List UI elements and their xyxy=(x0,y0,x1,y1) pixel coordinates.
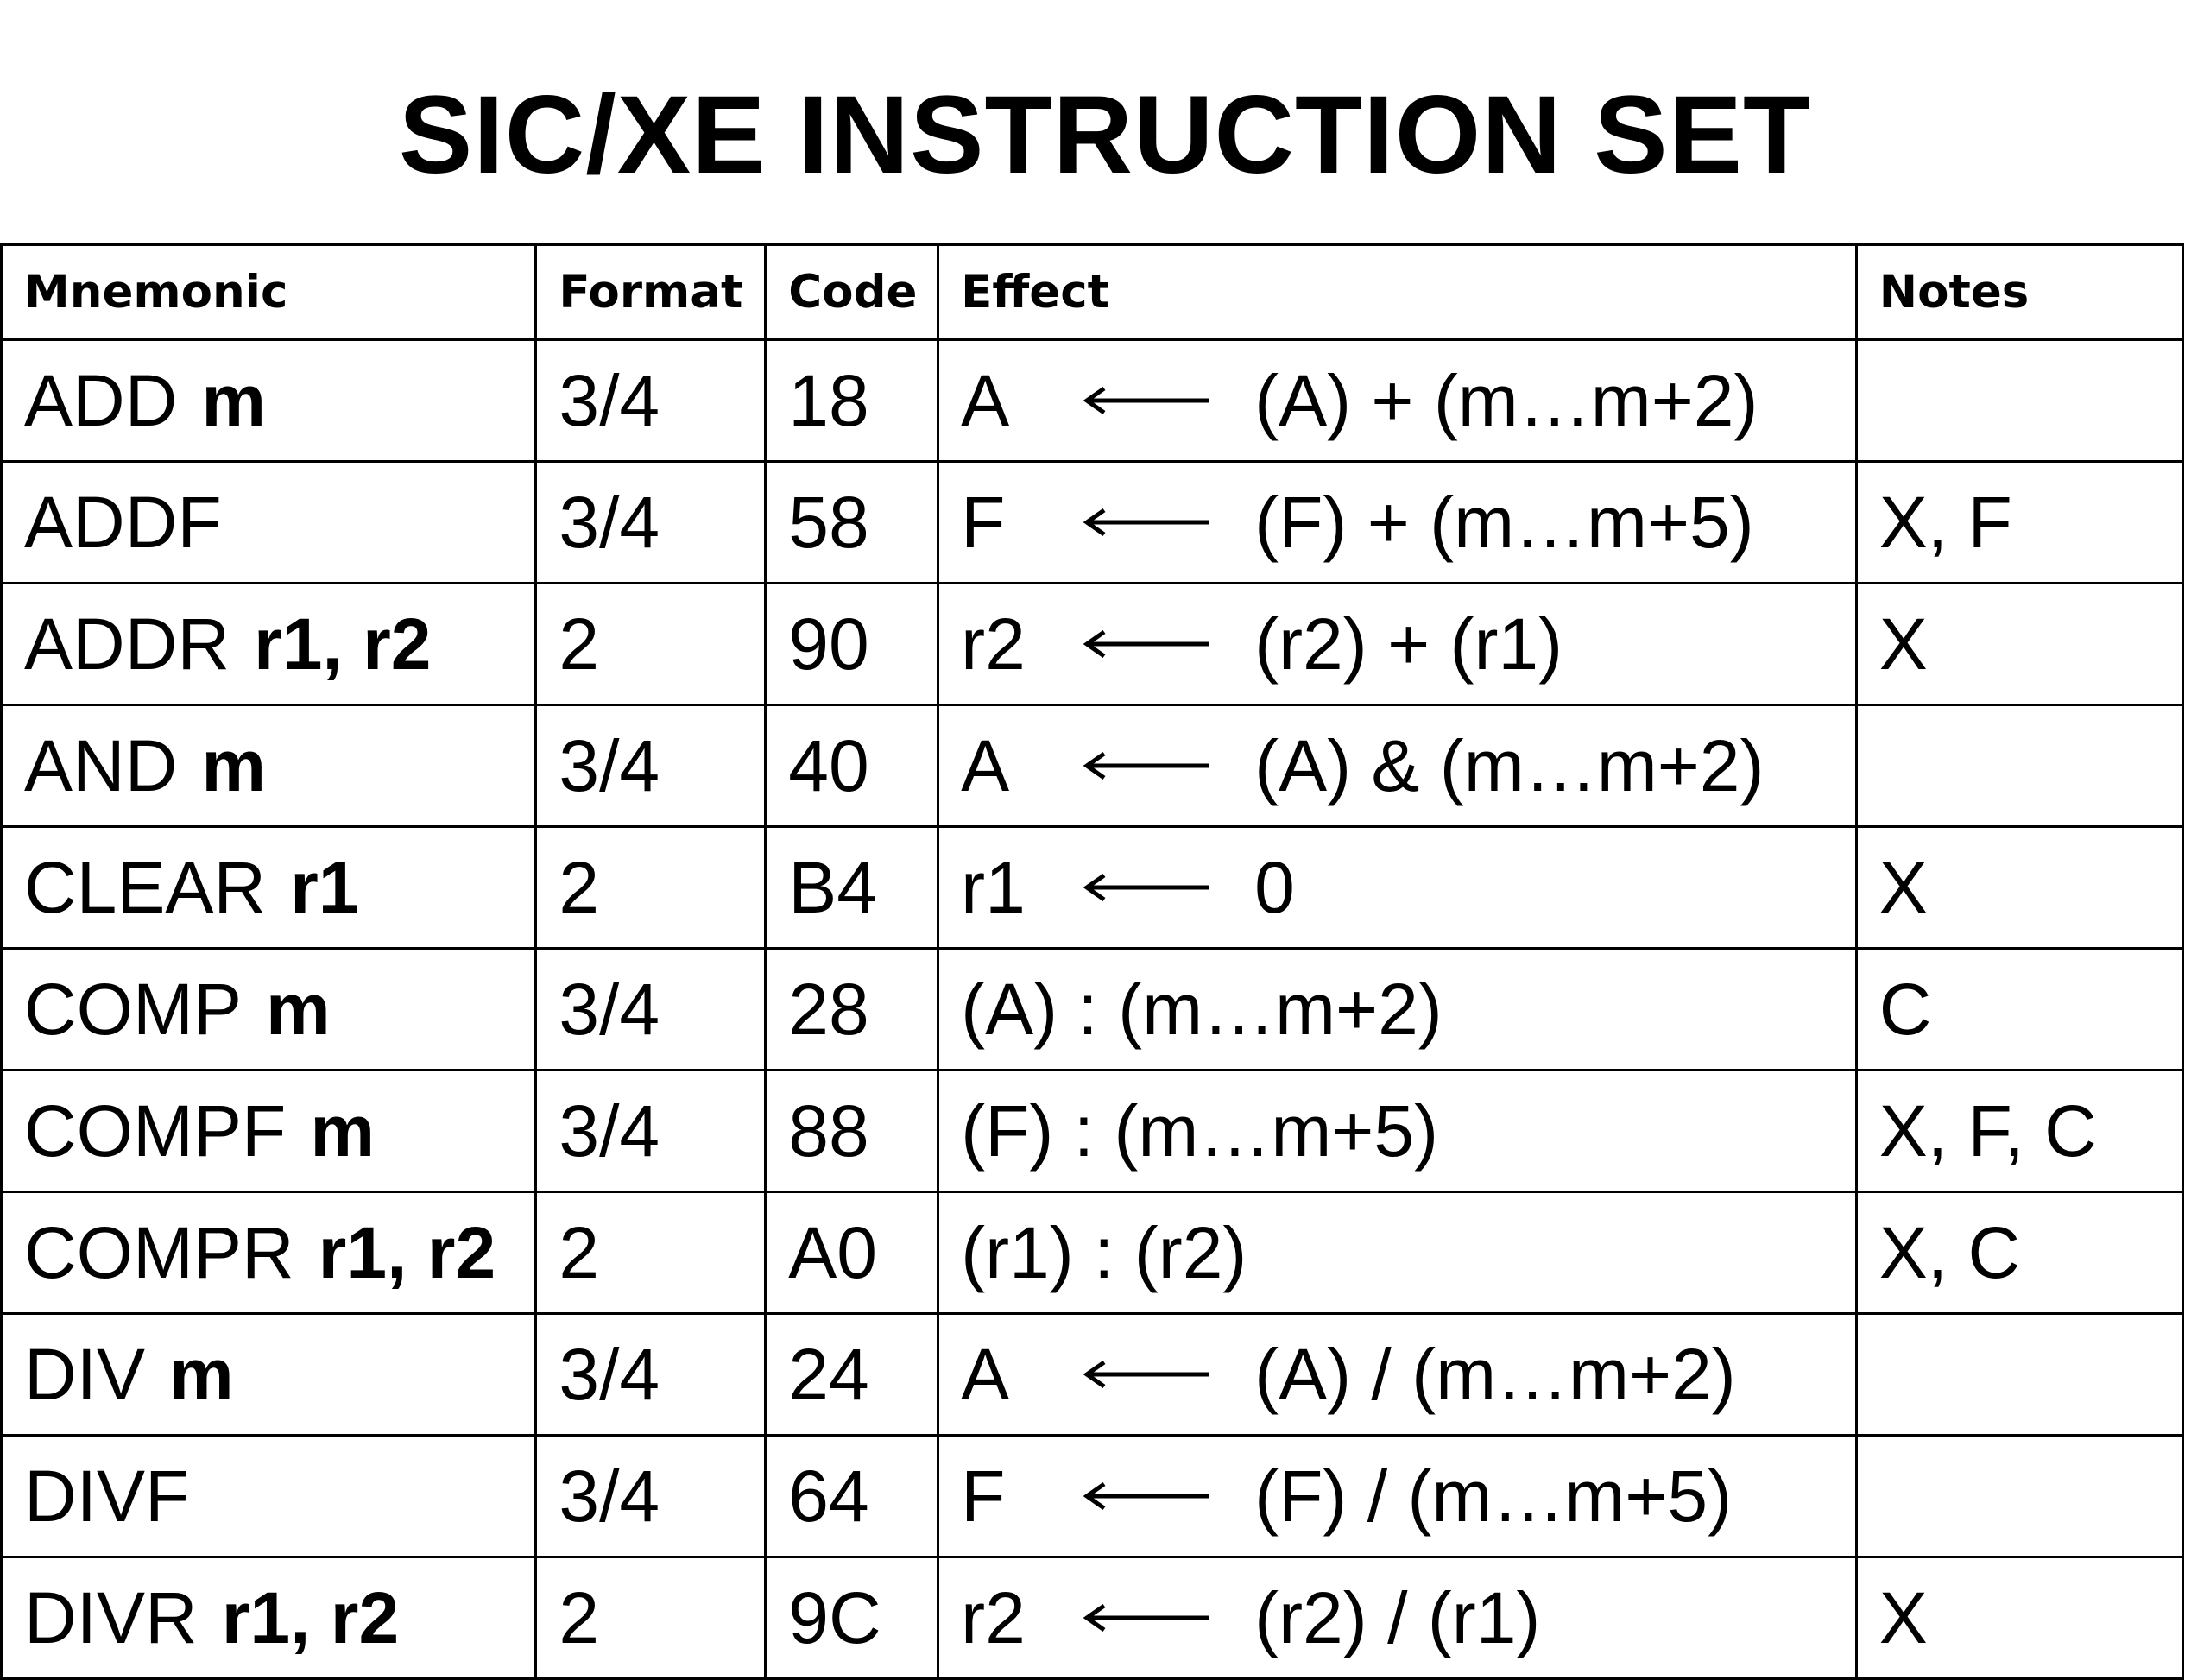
cell-mnemonic xyxy=(2,949,536,1071)
page-title: SIC/XE INSTRUCTION SET xyxy=(398,73,1812,197)
cell-effect xyxy=(938,1314,1857,1436)
cell-code: 58 xyxy=(766,462,938,584)
effect-expression: (A) & (m…m+2) xyxy=(1254,724,1765,806)
cell-notes: X xyxy=(1856,827,2182,949)
cell-mnemonic xyxy=(2,1436,536,1557)
cell-effect xyxy=(938,705,1857,827)
cell-mnemonic xyxy=(2,705,536,827)
assign-arrow xyxy=(1082,627,1211,661)
cell-format: 3/4 xyxy=(536,340,766,462)
cell-mnemonic xyxy=(2,1071,536,1192)
table-row xyxy=(2,1314,2183,1436)
table-row xyxy=(2,1071,2183,1192)
assign-arrow xyxy=(1082,383,1211,418)
column-header-mnemonic: Mnemonic xyxy=(2,245,536,340)
cell-effect xyxy=(938,462,1857,584)
cell-format: 2 xyxy=(536,1557,766,1679)
cell-notes xyxy=(1856,1436,2182,1557)
effect-destination: A xyxy=(961,359,1010,441)
mnemonic-opcode: COMPR xyxy=(24,1211,294,1293)
assign-arrow xyxy=(1082,748,1211,783)
cell-format: 3/4 xyxy=(536,462,766,584)
mnemonic-operands: r1, r2 xyxy=(254,603,432,685)
cell-mnemonic xyxy=(2,1192,536,1314)
cell-notes: X, F xyxy=(1856,462,2182,584)
mnemonic-opcode: ADDR xyxy=(24,603,230,685)
left-arrow-icon xyxy=(1082,627,1211,661)
mnemonic-operands: m xyxy=(169,1333,234,1415)
cell-notes: X xyxy=(1856,1557,2182,1679)
table-row xyxy=(2,1557,2183,1679)
table-row xyxy=(2,1436,2183,1557)
cell-mnemonic xyxy=(2,462,536,584)
table-row xyxy=(2,462,2183,584)
effect-expression: 0 xyxy=(1254,846,1295,928)
mnemonic-opcode: DIVF xyxy=(24,1455,190,1537)
left-arrow-icon xyxy=(1082,1479,1211,1513)
cell-code: 90 xyxy=(766,584,938,705)
effect-destination: r1 xyxy=(961,846,1026,928)
mnemonic-operands: r1 xyxy=(290,846,359,928)
cell-effect xyxy=(938,584,1857,705)
cell-code: 88 xyxy=(766,1071,938,1192)
cell-effect xyxy=(938,949,1857,1071)
effect-expression: (A) / (m…m+2) xyxy=(1254,1333,1736,1415)
cell-format: 3/4 xyxy=(536,1071,766,1192)
mnemonic-opcode: AND xyxy=(24,724,178,806)
cell-format: 2 xyxy=(536,584,766,705)
column-header-format: Format xyxy=(536,245,766,340)
left-arrow-icon xyxy=(1082,505,1211,540)
cell-code: 24 xyxy=(766,1314,938,1436)
instruction-table xyxy=(0,243,2184,1680)
mnemonic-opcode: ADDF xyxy=(24,481,222,563)
mnemonic-operands: r1, r2 xyxy=(318,1211,496,1293)
cell-code: 64 xyxy=(766,1436,938,1557)
cell-format: 2 xyxy=(536,1192,766,1314)
effect-expression: (A) : (m…m+2) xyxy=(961,968,1443,1050)
mnemonic-opcode: DIVR xyxy=(24,1576,198,1658)
mnemonic-opcode: COMP xyxy=(24,968,242,1050)
cell-notes: X, C xyxy=(1856,1192,2182,1314)
cell-effect xyxy=(938,340,1857,462)
assign-arrow xyxy=(1082,1601,1211,1635)
cell-effect xyxy=(938,1557,1857,1679)
column-header-code: Code xyxy=(766,245,938,340)
mnemonic-operands: m xyxy=(266,968,331,1050)
effect-destination: A xyxy=(961,1333,1010,1415)
cell-notes xyxy=(1856,340,2182,462)
cell-effect xyxy=(938,1071,1857,1192)
left-arrow-icon xyxy=(1082,383,1211,418)
cell-code: 18 xyxy=(766,340,938,462)
mnemonic-opcode: ADD xyxy=(24,359,178,441)
cell-mnemonic xyxy=(2,1314,536,1436)
table-row xyxy=(2,949,2183,1071)
column-header-notes: Notes xyxy=(1856,245,2182,340)
effect-destination: F xyxy=(961,1455,1006,1537)
table-row xyxy=(2,827,2183,949)
cell-code: 40 xyxy=(766,705,938,827)
cell-format: 3/4 xyxy=(536,949,766,1071)
left-arrow-icon xyxy=(1082,1601,1211,1635)
assign-arrow xyxy=(1082,1479,1211,1513)
left-arrow-icon xyxy=(1082,870,1211,905)
cell-effect xyxy=(938,1436,1857,1557)
cell-format: 3/4 xyxy=(536,1314,766,1436)
cell-mnemonic xyxy=(2,827,536,949)
effect-expression: (A) + (m…m+2) xyxy=(1254,359,1759,441)
left-arrow-icon xyxy=(1082,1357,1211,1392)
cell-format: 3/4 xyxy=(536,705,766,827)
cell-format: 3/4 xyxy=(536,1436,766,1557)
cell-notes: X, F, C xyxy=(1856,1071,2182,1192)
cell-effect xyxy=(938,1192,1857,1314)
mnemonic-operands: m xyxy=(201,359,267,441)
effect-expression: (r2) + (r1) xyxy=(1254,603,1563,685)
cell-code: 9C xyxy=(766,1557,938,1679)
effect-destination: A xyxy=(961,724,1010,806)
column-header-effect: Effect xyxy=(938,245,1857,340)
effect-destination: F xyxy=(961,481,1006,563)
assign-arrow xyxy=(1082,505,1211,540)
mnemonic-opcode: COMPF xyxy=(24,1089,287,1172)
cell-notes xyxy=(1856,1314,2182,1436)
table-row xyxy=(2,340,2183,462)
cell-effect xyxy=(938,827,1857,949)
left-arrow-icon xyxy=(1082,748,1211,783)
effect-destination: r2 xyxy=(961,1576,1026,1658)
effect-expression: (r1) : (r2) xyxy=(961,1211,1247,1293)
effect-expression: (F) / (m…m+5) xyxy=(1254,1455,1733,1537)
table-row xyxy=(2,1192,2183,1314)
cell-code: 28 xyxy=(766,949,938,1071)
cell-mnemonic xyxy=(2,584,536,705)
assign-arrow xyxy=(1082,1357,1211,1392)
mnemonic-operands: m xyxy=(310,1089,376,1172)
effect-expression: (F) : (m…m+5) xyxy=(961,1089,1439,1172)
cell-notes: C xyxy=(1856,949,2182,1071)
effect-expression: (r2) / (r1) xyxy=(1254,1576,1541,1658)
mnemonic-opcode: CLEAR xyxy=(24,846,267,928)
mnemonic-operands: r1, r2 xyxy=(221,1576,400,1658)
table-row xyxy=(2,705,2183,827)
cell-notes xyxy=(1856,705,2182,827)
effect-expression: (F) + (m…m+5) xyxy=(1254,481,1754,563)
table-header-row xyxy=(2,245,2183,340)
cell-mnemonic xyxy=(2,1557,536,1679)
table-row xyxy=(2,584,2183,705)
mnemonic-opcode: DIV xyxy=(24,1333,146,1415)
cell-mnemonic xyxy=(2,340,536,462)
cell-notes: X xyxy=(1856,584,2182,705)
assign-arrow xyxy=(1082,870,1211,905)
cell-code: B4 xyxy=(766,827,938,949)
effect-destination: r2 xyxy=(961,603,1026,685)
cell-format: 2 xyxy=(536,827,766,949)
mnemonic-operands: m xyxy=(201,724,267,806)
cell-code: A0 xyxy=(766,1192,938,1314)
